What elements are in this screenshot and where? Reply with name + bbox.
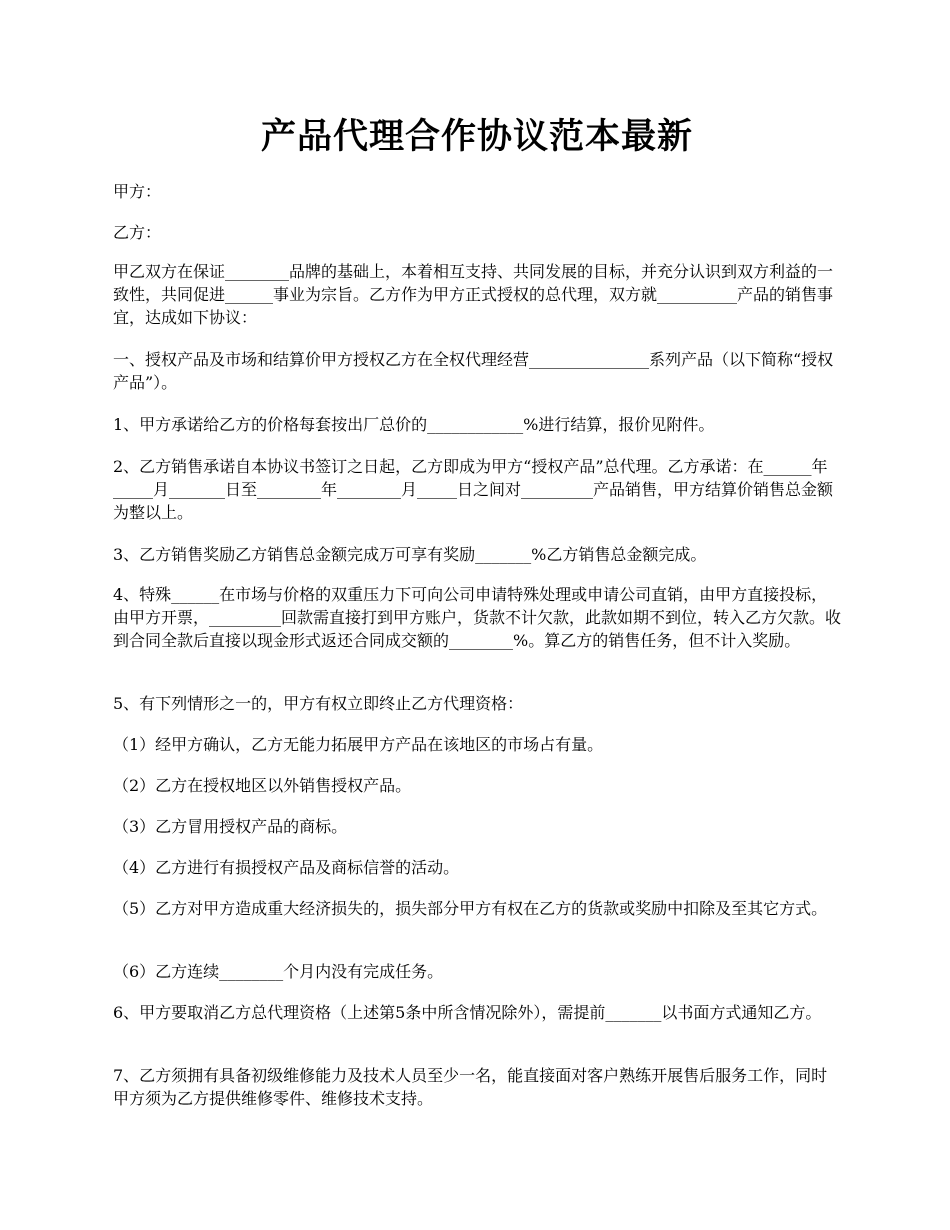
clause-1-6: 6、甲方要取消乙方总代理资格（上述第5条中所含情况除外），需提前_______以书面方式通知乙方。 — [113, 1003, 822, 1022]
clause-1-heading: 一、授权产品及市场和结算价甲方授权乙方在全权代理经营_______________系列产品（以下简称“授权产品”）。 — [113, 350, 834, 392]
clause-1-2: 2、乙方销售承诺自本协议书签订之日起，乙方即成为甲方“授权产品”总代理。乙方承诺：在______年_____月_______日至________年________月_____日之间对_________产品销售，甲方结算价销售总金额为整以上。 — [113, 457, 834, 522]
clause-1-5-item-3: （3）乙方冒用授权产品的商标。 — [113, 817, 348, 836]
clause-1-3: 3、乙方销售奖励乙方销售总金额完成万可享有奖励_______%乙方销售总金额完成。 — [113, 545, 707, 564]
clause-1-4: 4、特殊______在市场与价格的双重压力下可向公司申请特殊处理或申请公司直销，由甲方直接投标，由甲方开票，_________回款需直接打到甲方账户，货款不计欠款，此款如期不到位，转入乙方欠款。收到合同全款后直接以现金形式返还合同成交额的________%。算乙方的销售任务，但不计入奖励。 — [113, 585, 842, 650]
clause-1-5-item-6: （6）乙方连续________个月内没有完成任务。 — [113, 962, 444, 981]
clause-1-7: 7、乙方须拥有具备初级维修能力及技术人员至少一名，能直接面对客户熟练开展售后服务工作，同时甲方须为乙方提供维修零件、维修技术支持。 — [113, 1066, 828, 1108]
party-a-line: 甲方： — [113, 182, 162, 201]
clause-1-5-item-2: （2）乙方在授权地区以外销售授权产品。 — [113, 776, 412, 795]
party-b-line: 乙方： — [113, 223, 162, 242]
clause-1-5-item-4: （4）乙方进行有损授权产品及商标信誉的活动。 — [113, 858, 460, 877]
clause-1-1: 1、甲方承诺给乙方的价格每套按出厂总价的____________%进行结算，报价见附件。 — [113, 415, 715, 434]
clause-1-5-item-5: （5）乙方对甲方造成重大经济损失的，损失部分甲方有权在乙方的货款或奖励中扣除及至其它方式。 — [113, 899, 828, 918]
intro-paragraph: 甲乙双方在保证________品牌的基础上，本着相互支持、共同发展的目标，并充分认识到双方利益的一致性，共同促进______事业为宗旨。乙方作为甲方正式授权的总代理，双方就__________产品的销售事宜，达成如下协议： — [113, 262, 834, 327]
clause-1-5-item-1: （1）经甲方确认，乙方无能力拓展甲方产品在该地区的市场占有量。 — [113, 735, 604, 754]
clause-1-5: 5、有下列情形之一的，甲方有权立即终止乙方代理资格： — [113, 694, 524, 713]
document-title: 产品代理合作协议范本最新 — [260, 116, 693, 157]
